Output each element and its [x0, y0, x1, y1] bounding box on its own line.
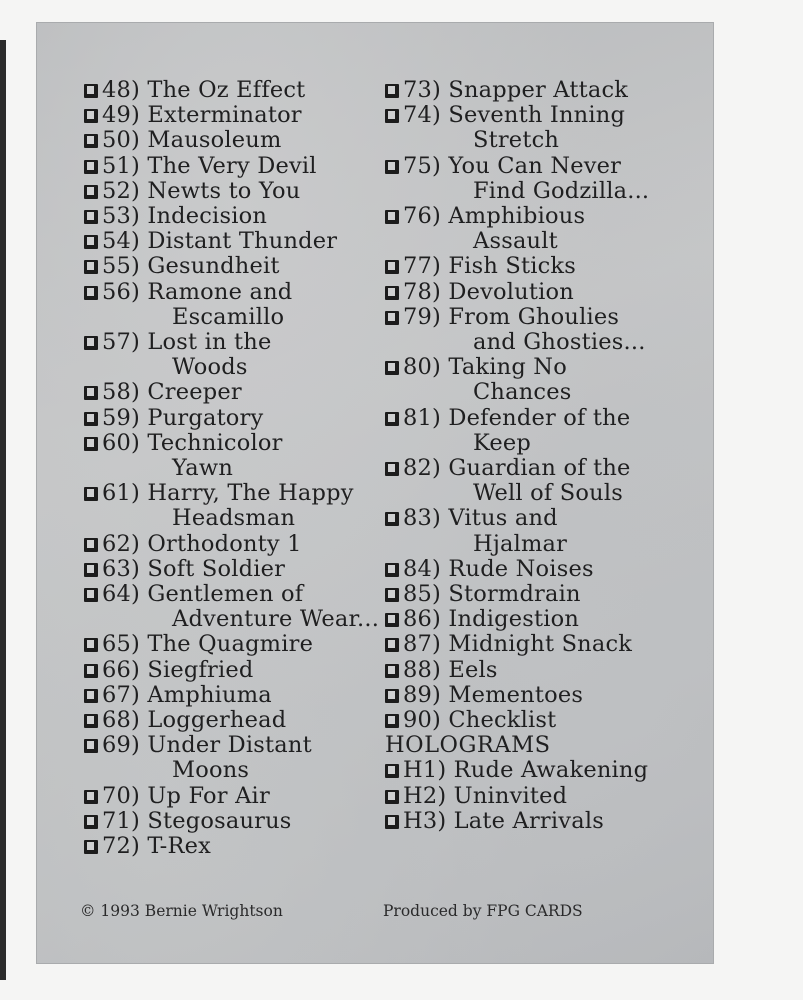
checklist-item-continuation: Assault [473, 228, 558, 255]
checklist-item [84, 733, 384, 783]
checklist-item [385, 456, 705, 506]
checklist-item-label: 49) Exterminator [102, 102, 302, 129]
checklist-item [385, 708, 705, 733]
checklist-item [385, 406, 705, 456]
checkbox-icon [84, 134, 98, 148]
checklist-item-label: 61) Harry, The Happy [102, 480, 354, 507]
checklist-item [84, 834, 384, 859]
checkbox-icon [84, 109, 98, 123]
checklist-item [84, 683, 384, 708]
checkbox-icon [84, 260, 98, 274]
checklist-item-label: 72) T-Rex [102, 833, 212, 860]
checklist-item [84, 380, 384, 405]
holograms-heading: HOLOGRAMS [385, 732, 551, 759]
checklist-item-label: 56) Ramone and [102, 278, 293, 305]
checklist-item-label: 78) Devolution [403, 278, 574, 305]
checkbox-icon [385, 689, 399, 703]
checklist-item [385, 607, 705, 632]
checklist-item [84, 809, 384, 834]
checklist-left-column [84, 78, 384, 859]
checklist-item [385, 254, 705, 279]
checklist-item [84, 406, 384, 431]
checklist-item-label: 50) Mausoleum [102, 127, 282, 154]
checkbox-icon [84, 336, 98, 350]
checklist-item-label: 48) The Oz Effect [102, 77, 306, 103]
copyright-text: © 1993 Bernie Wrightson [80, 902, 283, 920]
checklist-item [84, 431, 384, 481]
checkbox-icon [84, 487, 98, 501]
checklist-item [84, 532, 384, 557]
checklist-item-continuation: Moons [172, 757, 250, 784]
checkbox-icon [385, 714, 399, 728]
checklist-item-label: H2) Uninvited [403, 782, 568, 809]
checkbox-icon [385, 764, 399, 778]
checklist-item-continuation: Yawn [172, 455, 234, 482]
checkbox-icon [84, 739, 98, 753]
checklist-item-label: 62) Orthodonty 1 [102, 530, 302, 557]
checklist-item [84, 708, 384, 733]
checklist-item-label: 66) Siegfried [102, 656, 254, 683]
checklist-item [84, 179, 384, 204]
checklist-item-label: 53) Indecision [102, 203, 268, 230]
checklist-item-label: 58) Creeper [102, 379, 242, 406]
checklist-item [385, 809, 705, 834]
checkbox-icon [84, 638, 98, 652]
checkbox-icon [385, 790, 399, 804]
checklist-item-label: 88) Eels [403, 656, 498, 683]
checklist-item-label: 76) Amphibious [403, 203, 586, 230]
checkbox-icon [385, 512, 399, 526]
checkbox-icon [385, 160, 399, 174]
checklist-item-continuation: Hjalmar [473, 530, 568, 557]
checkbox-icon [385, 638, 399, 652]
checklist-item-continuation: Escamillo [172, 303, 285, 330]
checklist-right-column [385, 78, 705, 834]
checkbox-icon [385, 412, 399, 426]
checklist-item-continuation: Adventure Wear... [172, 606, 380, 633]
checklist-item [84, 128, 384, 153]
checklist-item-label: 59) Purgatory [102, 404, 264, 431]
checklist-item [84, 154, 384, 179]
checklist-item [84, 632, 384, 657]
checkbox-icon [385, 260, 399, 274]
checklist-item-continuation: Woods [172, 354, 248, 381]
checklist-item [385, 355, 705, 405]
checklist-item-continuation: Headsman [172, 505, 296, 532]
checkbox-icon [84, 160, 98, 174]
checkbox-icon [385, 588, 399, 602]
checklist-item [385, 154, 705, 204]
checklist-item-label: 51) The Very Devil [102, 152, 317, 179]
checklist-item-continuation: Find Godzilla... [473, 177, 650, 204]
checklist-item [385, 103, 705, 153]
checkbox-icon [385, 109, 399, 123]
checklist-item-label: 85) Stormdrain [403, 581, 581, 608]
checklist-item-label: 65) The Quagmire [102, 631, 314, 658]
checklist-item [84, 78, 384, 103]
checklist-item-label: 60) Technicolor [102, 429, 283, 456]
checklist-item-label: 79) From Ghoulies [403, 303, 620, 330]
checkbox-icon [84, 714, 98, 728]
checklist-item [84, 229, 384, 254]
checkbox-icon [84, 790, 98, 804]
checkbox-icon [84, 689, 98, 703]
checklist-item-label: 83) Vitus and [403, 505, 558, 532]
checkbox-icon [84, 563, 98, 577]
checkbox-icon [84, 412, 98, 426]
checklist-item-label: 71) Stegosaurus [102, 807, 292, 834]
checklist-item-label: 82) Guardian of the [403, 455, 631, 482]
checklist-item-label: 68) Loggerhead [102, 707, 287, 734]
checklist-item-label: H3) Late Arrivals [403, 807, 604, 834]
checklist-item-label: 73) Snapper Attack [403, 77, 629, 103]
checklist-item [84, 204, 384, 229]
checkbox-icon [385, 210, 399, 224]
checklist-item-label: 67) Amphiuma [102, 681, 272, 708]
checklist-item [385, 305, 705, 355]
checkbox-icon [385, 286, 399, 300]
checklist-item [385, 683, 705, 708]
checklist-item-continuation: Keep [473, 429, 532, 456]
checklist-item-label: 64) Gentlemen of [102, 581, 304, 608]
checkbox-icon [385, 462, 399, 476]
checklist-item [385, 280, 705, 305]
checklist-item-label: 84) Rude Noises [403, 555, 594, 582]
checklist-item [84, 784, 384, 809]
checklist-item-continuation: Chances [473, 379, 572, 406]
checkbox-icon [84, 437, 98, 451]
checklist-item [84, 481, 384, 531]
checklist-item-label: 57) Lost in the [102, 329, 272, 356]
checklist-item [385, 78, 705, 103]
checklist-item [385, 784, 705, 809]
checkbox-icon [84, 185, 98, 199]
checklist-item [84, 330, 384, 380]
checkbox-icon [84, 538, 98, 552]
checklist-item [84, 658, 384, 683]
checkbox-icon [84, 210, 98, 224]
checklist-item [385, 758, 705, 783]
checklist-item [84, 254, 384, 279]
checklist-card [36, 22, 714, 964]
checklist-item [385, 658, 705, 683]
checkbox-icon [385, 311, 399, 325]
checkbox-icon [84, 235, 98, 249]
checklist-item-label: 69) Under Distant [102, 732, 312, 759]
checklist-item-label: 74) Seventh Inning [403, 102, 626, 129]
checkbox-icon [385, 84, 399, 98]
checklist-item-continuation: and Ghosties... [473, 329, 646, 356]
checklist-item-label: H1) Rude Awakening [403, 757, 649, 784]
checkbox-icon [84, 386, 98, 400]
checklist-item-label: 80) Taking No [403, 354, 567, 381]
checkbox-icon [84, 815, 98, 829]
checklist-item [385, 506, 705, 556]
checkbox-icon [84, 588, 98, 602]
producer-text: Produced by FPG CARDS [383, 902, 583, 920]
checklist-item-label: 77) Fish Sticks [403, 253, 576, 280]
checklist-item [84, 582, 384, 632]
checklist-item [84, 280, 384, 330]
checklist-item-continuation: Well of Souls [473, 480, 623, 507]
checklist-item [385, 582, 705, 607]
checklist-item [84, 103, 384, 128]
checkbox-icon [84, 840, 98, 854]
checklist-item-label: 63) Soft Soldier [102, 555, 286, 582]
checklist-item [385, 557, 705, 582]
checklist-item-label: 54) Distant Thunder [102, 228, 338, 255]
checklist-item-label: 81) Defender of the [403, 404, 631, 431]
checkbox-icon [84, 84, 98, 98]
checkbox-icon [84, 664, 98, 678]
checkbox-icon [385, 563, 399, 577]
checklist-item [385, 204, 705, 254]
checklist-item-label: 55) Gesundheit [102, 253, 280, 280]
checklist-item-label: 89) Mementoes [403, 681, 584, 708]
checklist-item-label: 86) Indigestion [403, 606, 580, 633]
checkbox-icon [385, 361, 399, 375]
checklist-item-label: 70) Up For Air [102, 782, 270, 809]
checklist-item [385, 632, 705, 657]
scan-edge [0, 40, 6, 980]
checkbox-icon [385, 613, 399, 627]
checkbox-icon [84, 286, 98, 300]
checklist-item-label: 75) You Can Never [403, 152, 622, 179]
checklist-item [84, 557, 384, 582]
checkbox-icon [385, 815, 399, 829]
checklist-item-label: 87) Midnight Snack [403, 631, 633, 658]
checklist-item-continuation: Stretch [473, 127, 560, 154]
checklist-item-label: 52) Newts to You [102, 177, 301, 204]
checklist-item-label: 90) Checklist [403, 707, 557, 734]
checkbox-icon [385, 664, 399, 678]
